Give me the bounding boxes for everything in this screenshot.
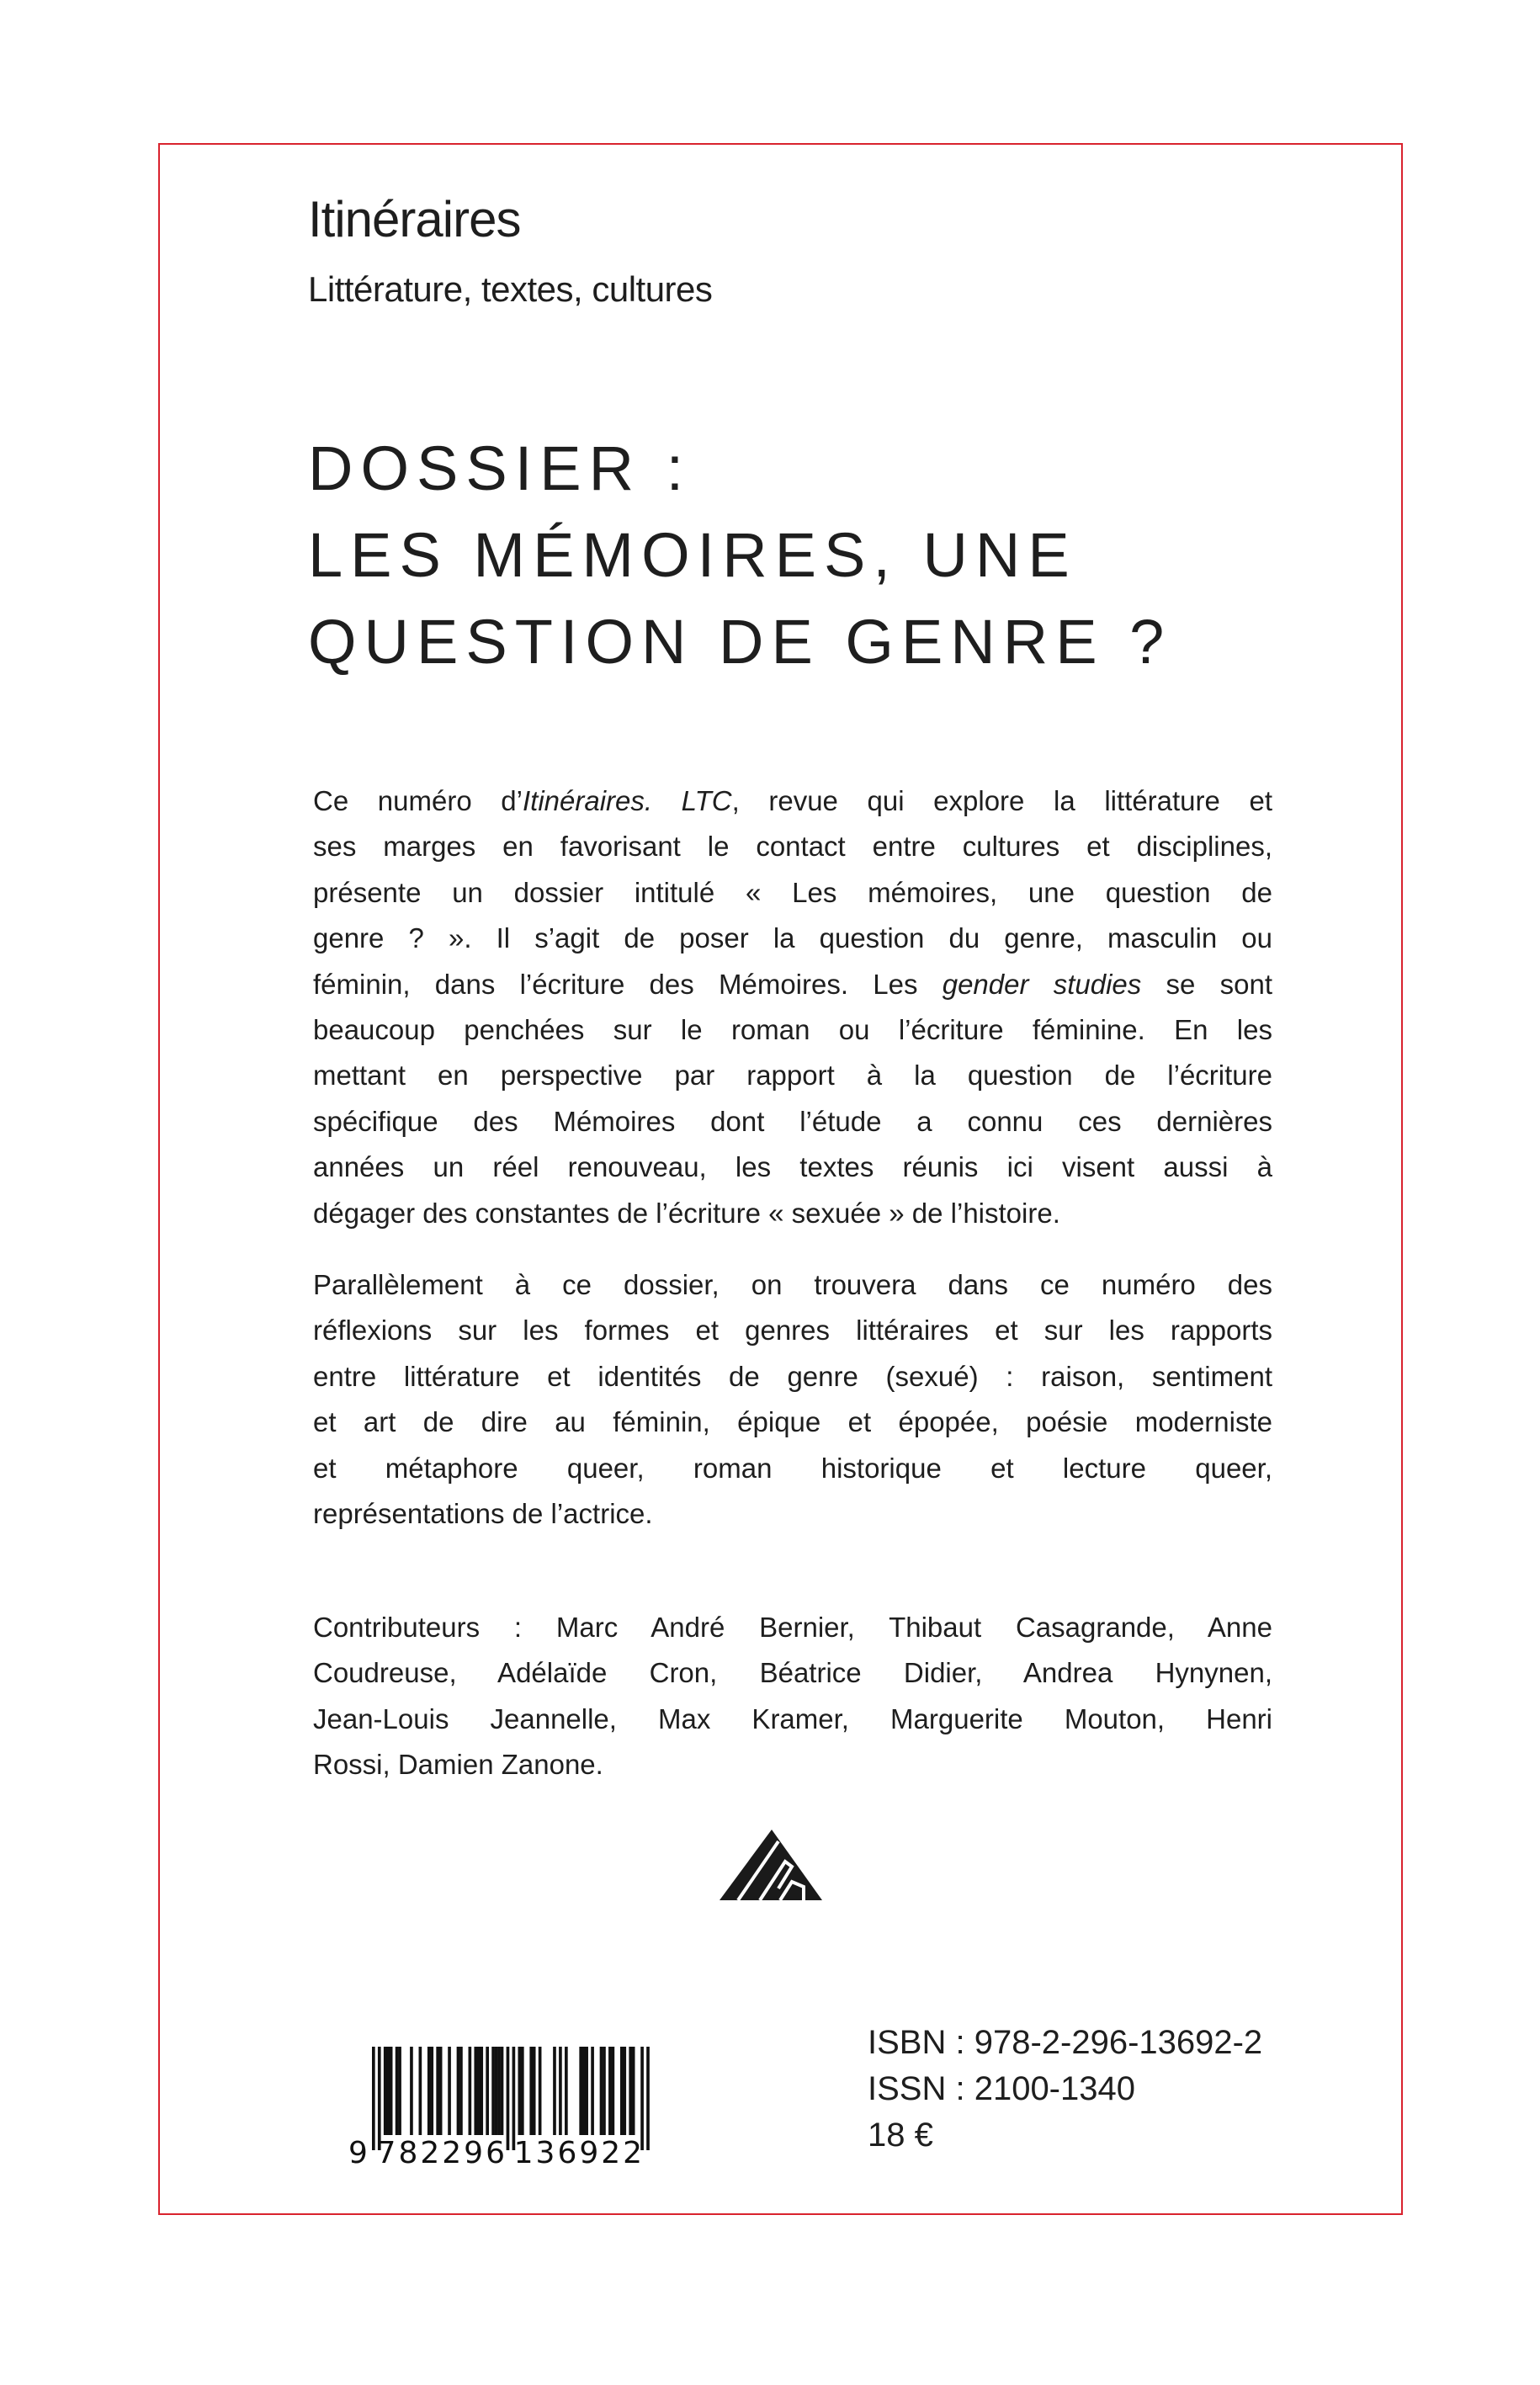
barcode-bar [646, 2047, 650, 2150]
barcode-bar [623, 2047, 626, 2135]
italic-text: gender studies [942, 968, 1142, 1000]
publication-info [868, 2020, 1262, 2159]
barcode-bar [518, 2047, 522, 2135]
series-subtitle: Littérature, textes, cultures [308, 269, 713, 309]
isbn-text: ISBN : 978-2-296-13692-2 [868, 2024, 1263, 2061]
text-run: féminin, dans l’écriture des Mémoires. Les [313, 968, 943, 1000]
text-run: et art de dire au féminin, épique et épopée, poésie moderniste [313, 1406, 1272, 1438]
text-run: Coudreuse, Adélaïde Cron, Béatrice Didier, Andrea Hynynen, [313, 1657, 1272, 1689]
text-line [313, 778, 1272, 824]
text-line [313, 1605, 1272, 1650]
text-run: et métaphore queer, roman historique et lecture queer, [313, 1452, 1272, 1484]
text-run: Jean-Louis Jeannelle, Max Kramer, Marguerite Mouton, Henri [313, 1702, 1272, 1734]
text-run: se sont [1141, 968, 1272, 1000]
barcode-bar [603, 2047, 606, 2135]
text-line [313, 1191, 1272, 1236]
barcode-bar [501, 2047, 504, 2135]
text-line [313, 1650, 1272, 1696]
text-run: Rossi, Damien Zanone. [313, 1749, 603, 1781]
text-run: spécifique des Mémoires dont l’étude a connu ces dernières [313, 1105, 1272, 1137]
barcode-bar [591, 2047, 594, 2135]
barcode-bar [497, 2047, 501, 2135]
barcode-bar [529, 2047, 533, 2135]
barcode-bar [491, 2047, 495, 2135]
contents-paragraph [313, 1262, 1272, 1537]
barcode-bar [474, 2047, 477, 2135]
barcode-bar [585, 2047, 588, 2135]
text-line [313, 962, 1272, 1007]
text-run: Contributeurs : Marc André Bernier, Thibaut Casagrande, Anne [313, 1612, 1272, 1643]
barcode-bar [396, 2047, 399, 2135]
text-line [313, 1742, 1272, 1787]
text-run: ses marges en favorisant le contact entre cultures et disciplines, [313, 831, 1272, 863]
price-text: 18 € [868, 2117, 933, 2154]
barcode-digits: 9 [348, 2136, 370, 2170]
barcode-bar [427, 2047, 431, 2135]
text-line [313, 1308, 1272, 1353]
dossier-title [308, 425, 1171, 685]
barcode-bar [495, 2047, 498, 2135]
barcode-bar [582, 2047, 586, 2135]
barcode-bar [565, 2047, 568, 2135]
dossier-title-line: QUESTION DE GENRE ? [308, 607, 1172, 677]
barcode-bar [448, 2047, 451, 2135]
barcode-bar [477, 2047, 481, 2135]
text-run: réflexions sur les formes et genres littéraires et sur les rapports [313, 1315, 1272, 1347]
barcode-bar [629, 2047, 632, 2135]
barcode-bar [390, 2047, 393, 2135]
barcode-bar [553, 2047, 556, 2135]
barcode-bar [521, 2047, 524, 2135]
barcode-bar [579, 2047, 582, 2135]
barcode-bar [419, 2047, 422, 2135]
barcode-bar [480, 2047, 483, 2135]
text-line [313, 1446, 1272, 1491]
barcode-bar [430, 2047, 433, 2135]
issn-text: ISSN : 2100-1340 [868, 2070, 1135, 2107]
barcode-bar [539, 2047, 542, 2135]
barcode-bar [378, 2047, 381, 2150]
italic-text: Itinéraires. LTC [523, 785, 732, 816]
isbn-barcode [313, 2041, 666, 2175]
text-line [313, 1400, 1272, 1445]
dossier-title-line: LES MÉMOIRES, UNE [308, 520, 1077, 590]
barcode-bar [372, 2047, 375, 2150]
text-line [313, 1354, 1272, 1400]
text-run: dégager des constantes de l’écriture « sexuée » de l’histoire. [313, 1197, 1060, 1229]
text-run: genre ? ». Il s’agit de poser la question du genre, masculin ou [313, 922, 1272, 954]
text-run: entre littérature et identités de genre (sexué) : raison, sentiment [313, 1360, 1272, 1392]
text-run: Parallèlement à ce dossier, on trouvera dans ce numéro des [313, 1269, 1272, 1300]
text-line [313, 1697, 1272, 1742]
barcode-bar [640, 2047, 644, 2150]
barcode-bar [620, 2047, 624, 2135]
text-run: représentations de l’actrice. [313, 1497, 653, 1529]
text-line [313, 824, 1272, 869]
barcode-bar [436, 2047, 439, 2135]
barcode-bar [559, 2047, 562, 2135]
barcode-bar [608, 2047, 612, 2135]
description-paragraph [313, 778, 1272, 1236]
barcode-digits: 136922 [513, 2136, 645, 2170]
barcode-bar [600, 2047, 603, 2135]
text-run: années un réel renouveau, les textes réunis ici visent aussi à [313, 1151, 1272, 1183]
barcode-bar [632, 2047, 635, 2135]
text-line [313, 1053, 1272, 1098]
barcode-bar [469, 2047, 472, 2135]
text-line [313, 1491, 1272, 1537]
barcode-bar [459, 2047, 463, 2135]
dossier-title-line: DOSSIER : [308, 433, 692, 503]
barcode-bar [386, 2047, 390, 2135]
barcode-digits: 782296 [376, 2136, 507, 2170]
text-run: Ce numéro d’ [313, 785, 523, 816]
text-line [313, 916, 1272, 961]
barcode-bar [439, 2047, 443, 2135]
barcode-bar [398, 2047, 401, 2135]
barcode-bar [612, 2047, 615, 2135]
barcode-bar [486, 2047, 489, 2135]
barcode-bar [457, 2047, 460, 2135]
text-run: présente un dossier intitulé « Les mémoires, une question de [313, 876, 1272, 908]
series-title: Itinéraires [308, 191, 521, 247]
text-run: , revue qui explore la littérature et [731, 785, 1273, 816]
text-line [313, 1007, 1272, 1053]
barcode-bar [410, 2047, 413, 2135]
text-run: beaucoup penchées sur le roman ou l’écriture féminine. En les [313, 1013, 1272, 1045]
barcode-bar [512, 2047, 516, 2150]
barcode-bar [507, 2047, 510, 2150]
barcode-bar [533, 2047, 536, 2135]
barcode-bar [384, 2047, 387, 2135]
contributors-paragraph [313, 1605, 1272, 1788]
text-run: mettant en perspective par rapport à la question de l’écriture [313, 1060, 1272, 1092]
text-line [313, 1145, 1272, 1190]
text-line [313, 1099, 1272, 1145]
ltc-publisher-logo-icon [720, 1830, 822, 1900]
text-line [313, 870, 1272, 916]
text-line [313, 1262, 1272, 1308]
